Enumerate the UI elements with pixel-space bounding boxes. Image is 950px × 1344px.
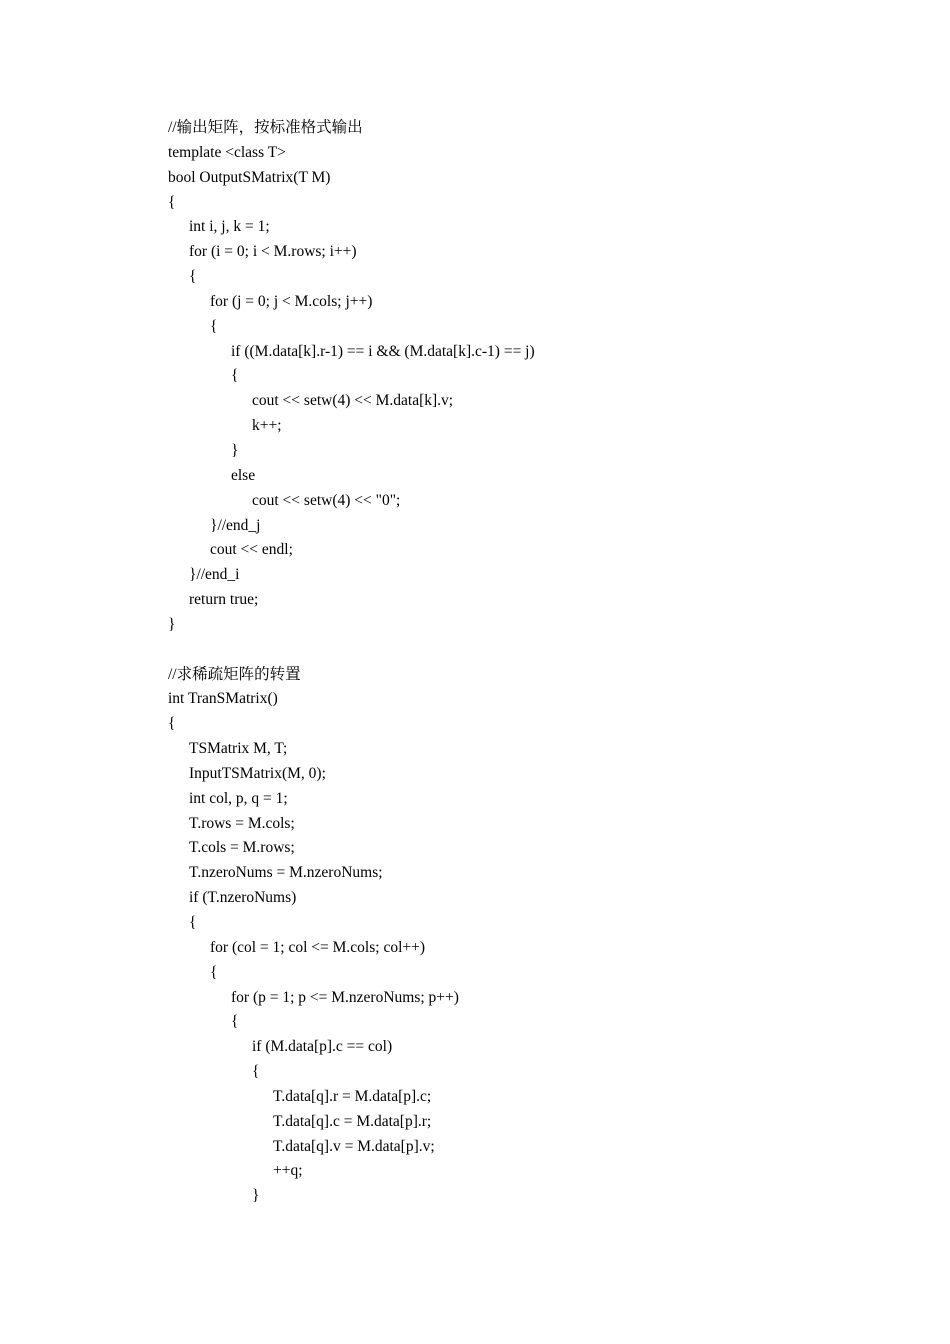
code-line: ++q; — [273, 1162, 303, 1180]
code-line: } — [252, 1187, 260, 1205]
code-line: T.data[q].r = M.data[p].c; — [273, 1087, 432, 1105]
code-line: } — [168, 615, 176, 633]
code-line: cout << setw(4) << "0"; — [252, 491, 401, 509]
code-line: { — [168, 715, 176, 733]
code-line: { — [189, 914, 197, 931]
code-line: T.rows = M.cols; — [189, 814, 295, 832]
code-line: T.cols = M.rows; — [189, 839, 295, 857]
code-line: int i, j, k = 1; — [189, 218, 270, 236]
code-line: //求稀疏矩阵的转置 — [168, 665, 301, 683]
code-line: template <class T> — [168, 143, 286, 161]
code-listing — [168, 116, 535, 1209]
code-line: { — [210, 963, 218, 981]
code-line: TSMatrix M, T; — [189, 740, 288, 758]
code-line: }//end_i — [189, 566, 240, 584]
code-line: if (T.nzeroNums) — [189, 889, 297, 907]
code-line: for (i = 0; i < M.rows; i++) — [189, 243, 357, 261]
code-line: //输出矩阵，按标准格式输出 — [168, 119, 363, 136]
code-line: T.data[q].v = M.data[p].v; — [273, 1137, 435, 1155]
code-line: { — [210, 317, 218, 335]
code-line: k++; — [252, 417, 282, 435]
code-line: for (p = 1; p <= M.nzeroNums; p++) — [231, 988, 459, 1006]
code-line: InputTSMatrix(M, 0); — [189, 764, 326, 782]
code-line: cout << endl; — [210, 541, 293, 559]
code-line: if ((M.data[k].r-1) == i && (M.data[k].c-1) == j) — [231, 342, 535, 360]
code-line: T.nzeroNums = M.nzeroNums; — [189, 864, 383, 882]
code-line: if (M.data[p].c == col) — [252, 1038, 393, 1056]
code-line: { — [168, 193, 176, 211]
code-line: } — [231, 441, 239, 459]
code-line: for (col = 1; col <= M.cols; col++) — [210, 938, 426, 956]
code-line: int col, p, q = 1; — [189, 789, 288, 807]
code-line: cout << setw(4) << M.data[k].v; — [252, 392, 454, 410]
code-line: }//end_j — [210, 516, 261, 534]
code-line: { — [231, 1013, 239, 1031]
code-line: { — [231, 367, 239, 385]
code-line: bool OutputSMatrix(T M) — [168, 168, 331, 186]
code-line: { — [252, 1063, 260, 1081]
code-line: { — [189, 268, 197, 286]
code-line — [168, 638, 535, 663]
code-line: T.data[q].c = M.data[p].r; — [273, 1112, 432, 1130]
code-line: else — [231, 466, 256, 484]
code-line: return true; — [189, 591, 259, 609]
code-line: for (j = 0; j < M.cols; j++) — [210, 292, 373, 310]
code-line: int TranSMatrix() — [168, 690, 278, 708]
